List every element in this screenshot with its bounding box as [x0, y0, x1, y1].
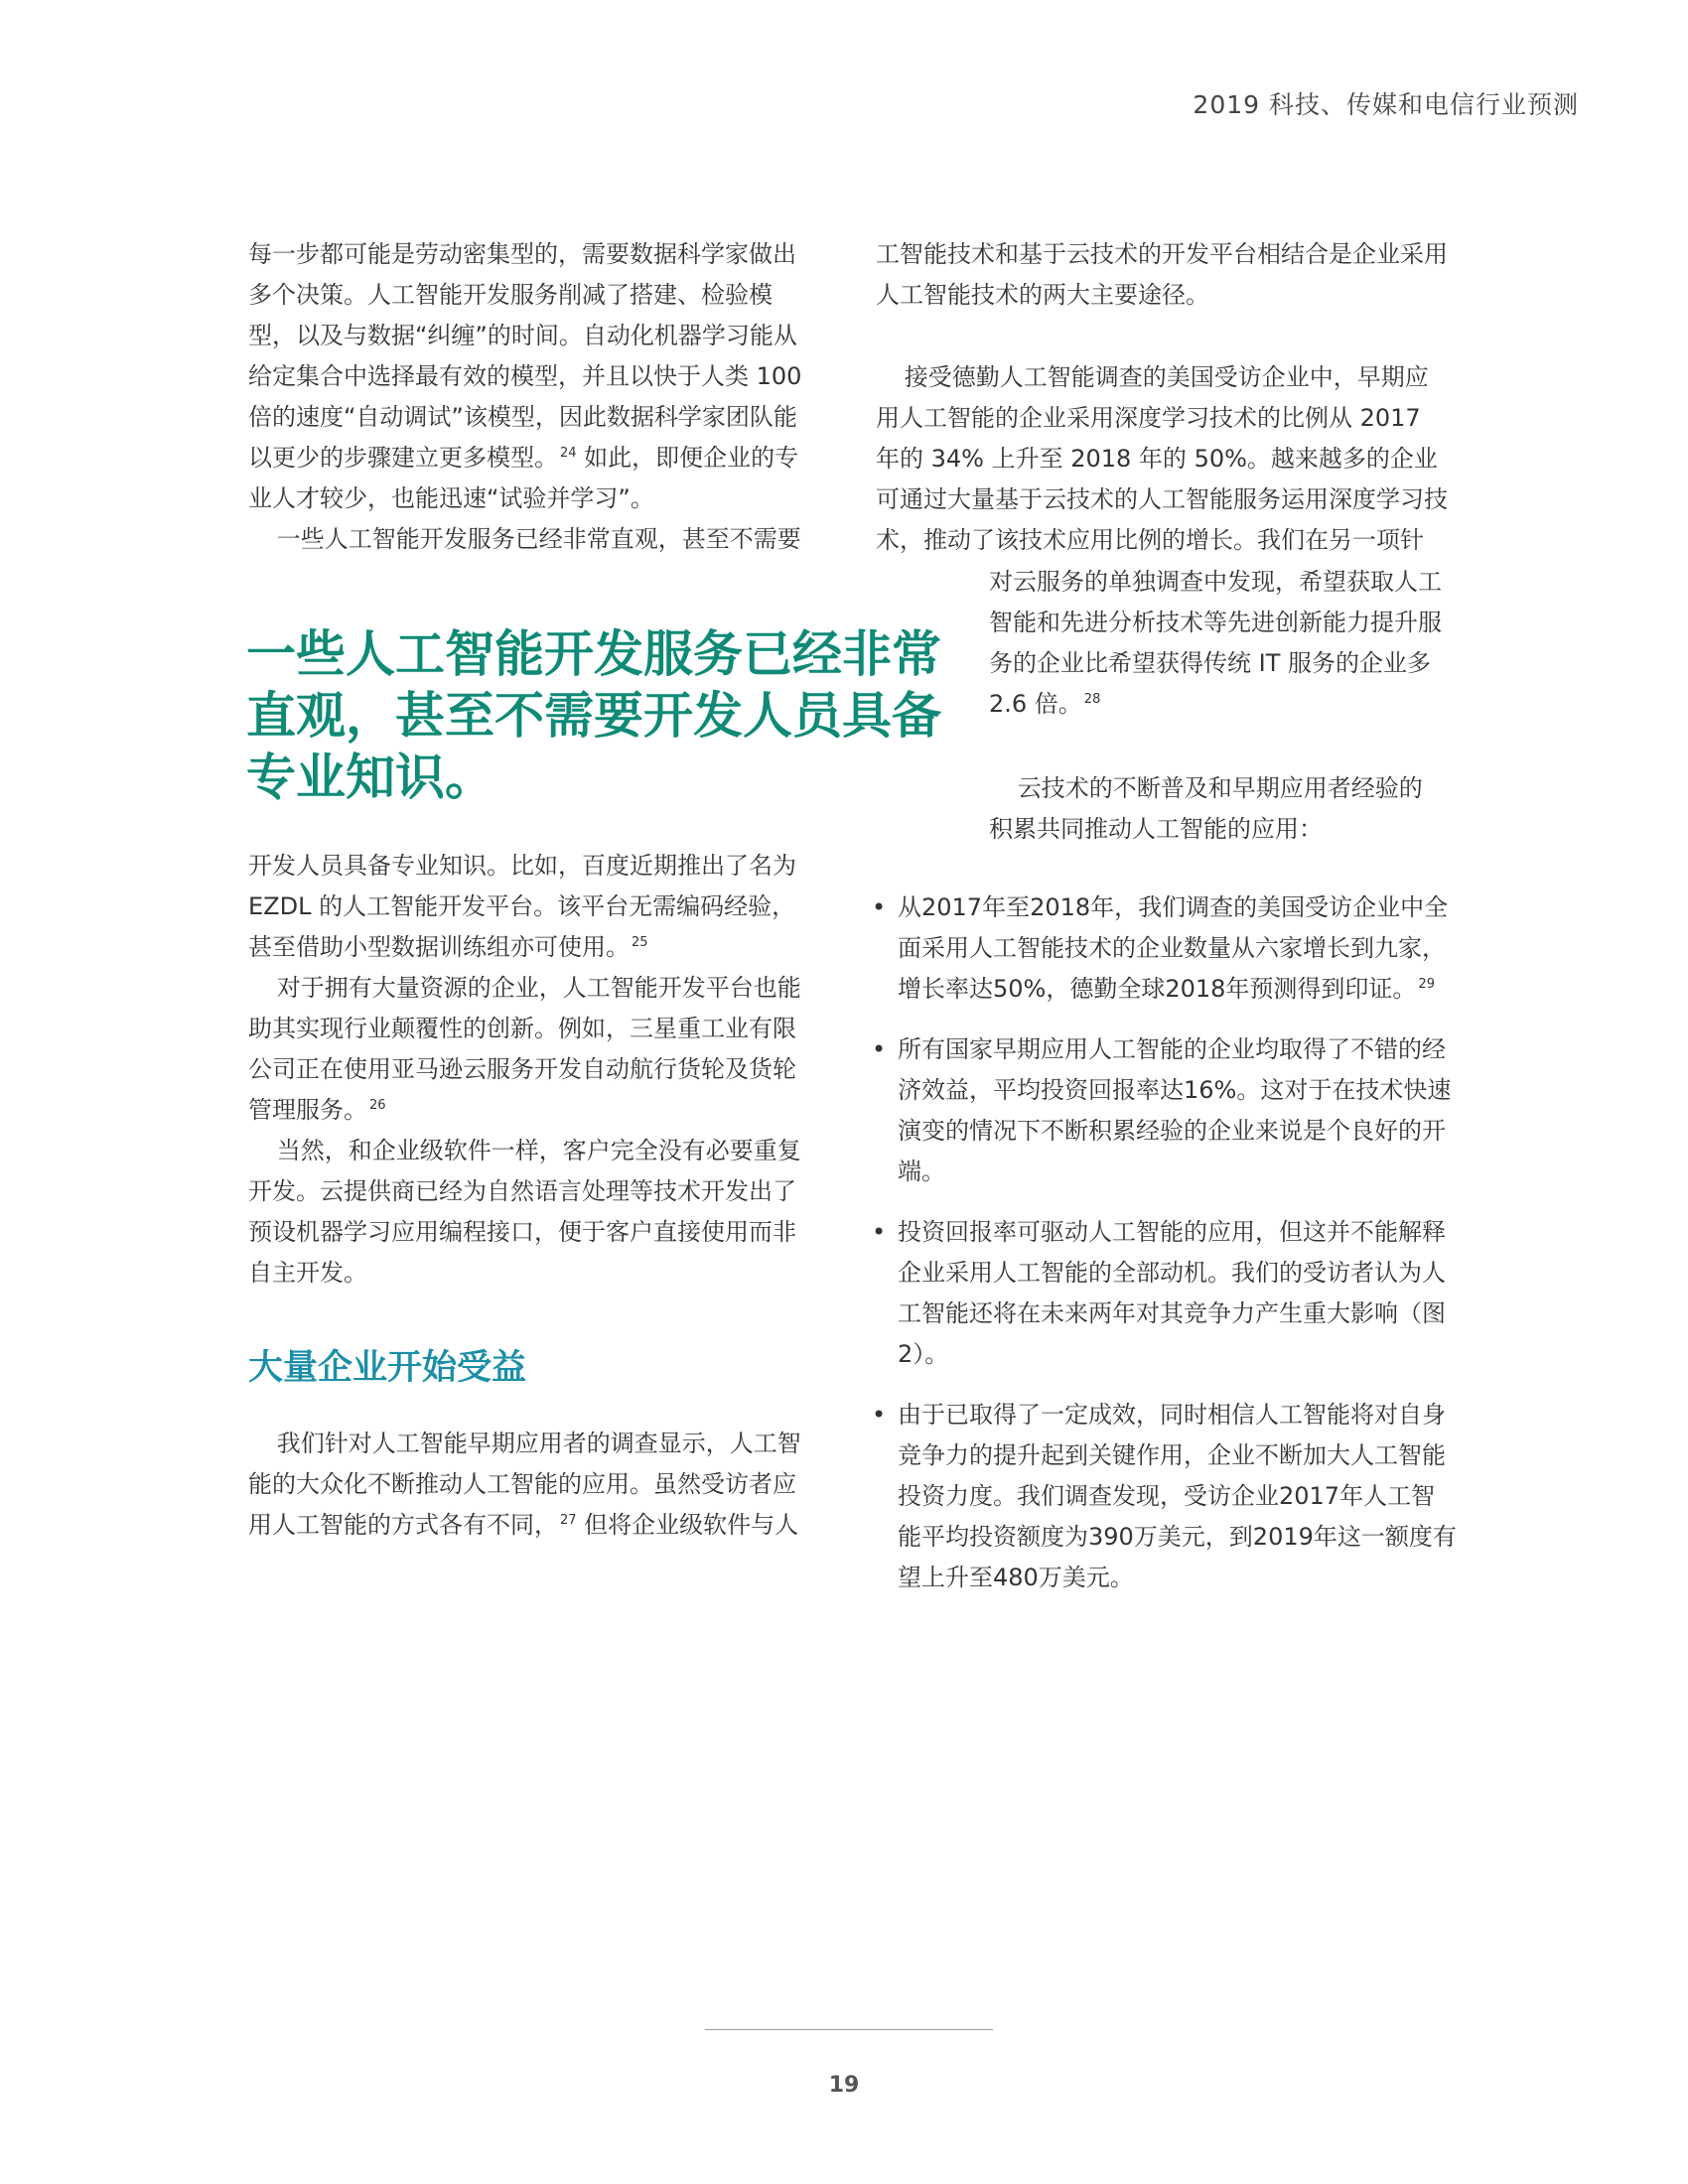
paragraph-text: 每一步都可能是劳动密集型的，需要数据科学家做出多个决策。人工智能开发服务削减了搭建、检验模型，以及与数据“纠缠”的时间。自动化机器学习能从给定集合中选择最有效的模型，并且以快于人类 100 倍的速度“自动调试”该模型，因此数据科学家团队能以更少的步骤建立更多模型。 [248, 240, 802, 472]
list-item [872, 1395, 1458, 1598]
paragraph-text: 但将企业级软件与人 [576, 1511, 799, 1539]
paragraph: 当然，和企业级软件一样，客户完全没有必要重复开发。云提供商已经为自然语言处理等技术开发出了预设机器学习应用编程接口，便于客户直接使用而非自主开发。 [248, 1137, 801, 1287]
bullet-icon: • [872, 1218, 887, 1246]
footnote-ref: 24 [560, 446, 577, 461]
paragraph-text: 如此，即便企业的专业人才较少，也能迅速“试验并学习”。 [248, 444, 799, 512]
paragraph [248, 234, 814, 519]
paragraph-text: 我们针对人工智能早期应用者的调查显示，人工智能的大众化不断推动人工智能的应用。虽然受访者应用人工智能的方式各有不同， [248, 1430, 801, 1539]
footnote-ref: 27 [560, 1513, 577, 1528]
bullet-list [872, 887, 1458, 1618]
running-header: 2019 科技、传媒和电信行业预测 [1193, 90, 1579, 119]
paragraph: 一些人工智能开发服务已经非常直观，甚至不需要 [276, 525, 801, 553]
footnote-ref: 26 [369, 1098, 386, 1113]
paragraph: 接受德勤人工智能调查的美国受访企业中，早期应用人工智能的企业采用深度学习技术的比例从 2017 年的 34% 上升至 2018 年的 50%。越来越多的企业可通过大量基于云技术的人工智能服务运用深度学习技术，推动了该技术应用比例的增长。我们在另一项针 [876, 363, 1448, 554]
list-item [872, 887, 1458, 1010]
bullet-icon: • [872, 893, 887, 921]
paragraph-text: 对于拥有大量资源的企业，人工智能开发平台也能助其实现行业颠覆性的创新。例如，三星重工业有限公司正在使用亚马逊云服务开发自动航行货轮及货轮管理服务。 [248, 974, 801, 1124]
right-column-paragraph-continued [989, 562, 1446, 725]
paragraph [248, 846, 814, 968]
right-column-top [876, 234, 1452, 316]
right-column-paragraph [876, 357, 1452, 561]
list-item [872, 1029, 1458, 1192]
left-column-bottom [248, 1424, 814, 1546]
paragraph [248, 968, 814, 1131]
left-column-top [248, 234, 814, 560]
page-number: 19 [828, 2073, 860, 2098]
bullet-icon: • [872, 1035, 887, 1063]
right-column-lead-in [989, 768, 1446, 850]
paragraph-text: 对云服务的单独调查中发现，希望获取人工智能和先进分析技术等先进创新能力提升服务的企业比希望获得传统 IT 服务的企业多 2.6 倍。 [989, 568, 1442, 718]
footnote-ref: 25 [632, 935, 648, 950]
list-item-text: 投资回报率可驱动人工智能的应用，但这并不能解释企业采用人工智能的全部动机。我们的受访者认为人工智能还将在未来两年对其竞争力产生重大影响（图2）。 [898, 1218, 1446, 1368]
pull-quote: 一些人工智能开发服务已经非常直观，甚至不需要开发人员具备专业知识。 [246, 625, 941, 806]
paragraph [248, 1424, 814, 1546]
footnote-ref: 29 [1418, 977, 1435, 992]
list-item-text: 从2017年至2018年，我们调查的美国受访企业中全面采用人工智能技术的企业数量从六家增长到九家，增长率达50%，德勤全球2018年预测得到印证。 [898, 893, 1449, 1003]
section-heading: 大量企业开始受益 [248, 1348, 527, 1388]
paragraph-text: 开发人员具备专业知识。比如，百度近期推出了名为 EZDL 的人工智能开发平台。该平台无需编码经验，甚至借助小型数据训练组亦可使用。 [248, 852, 796, 961]
list-item [872, 1212, 1458, 1375]
paragraph: 云技术的不断普及和早期应用者经验的积累共同推动人工智能的应用： [989, 774, 1423, 843]
bullet-icon: • [872, 1401, 887, 1429]
list-item-text: 所有国家早期应用人工智能的企业均取得了不错的经济效益，平均投资回报率达16%。这对于在技术快速演变的情况下不断积累经验的企业来说是个良好的开端。 [898, 1035, 1452, 1185]
list-item-text: 由于已取得了一定成效，同时相信人工智能将对自身竞争力的提升起到关键作用，企业不断加大人工智能投资力度。我们调查发现，受访企业2017年人工智能平均投资额度为390万美元，到2019年这一额度有望上升至480万美元。 [898, 1401, 1457, 1591]
paragraph: 工智能技术和基于云技术的开发平台相结合是企业采用人工智能技术的两大主要途径。 [876, 240, 1448, 309]
left-column-middle [248, 846, 814, 1294]
footer-divider [705, 2029, 993, 2030]
paragraph [989, 562, 1446, 725]
footnote-ref: 28 [1083, 692, 1101, 707]
